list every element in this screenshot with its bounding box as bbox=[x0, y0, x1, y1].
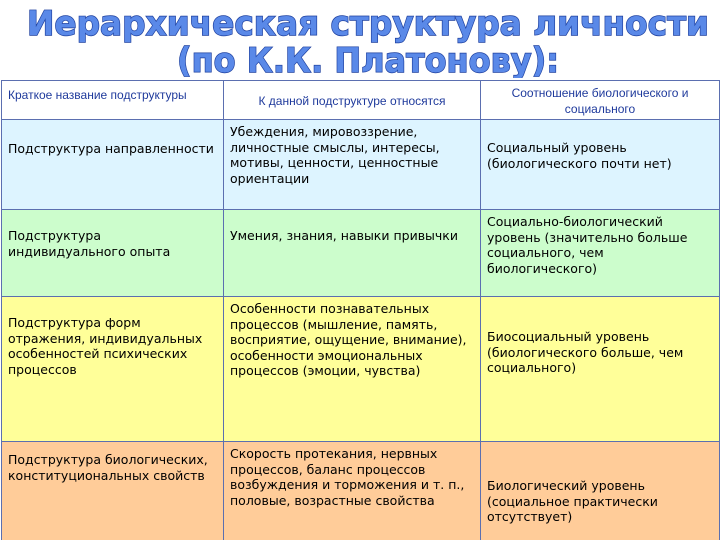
table-row bbox=[2, 210, 720, 297]
table-cell: Подструктура форм отражения, индивидуальных особенностей психических процессов bbox=[2, 297, 224, 442]
personality-structure-table bbox=[1, 80, 720, 540]
header-short-name: Краткое название подструктуры bbox=[2, 81, 224, 120]
table-cell: Подструктура индивидуального опыта bbox=[2, 210, 224, 297]
slide-title bbox=[0, 2, 720, 78]
table-cell: Подструктура направленности bbox=[2, 120, 224, 210]
table-cell: Биосоциальный уровень (биологического больше, чем социального) bbox=[481, 297, 720, 442]
table-row bbox=[2, 120, 720, 210]
table-cell: Убеждения, мировоззрение, личностные смыслы, интересы, мотивы, ценности, ценностные ориентации bbox=[224, 120, 481, 210]
table-cell: Особенности познавательных процессов (мышление, память, восприятие, ощущение, внимание), особенности эмоциональных процессов (эмоции, чувства) bbox=[224, 297, 481, 442]
title-line-2: (по К.К. Платонову): bbox=[177, 41, 559, 78]
table-cell: Подструктура биологических, конституциональных свойств bbox=[2, 442, 224, 540]
table-cell: Умения, знания, навыки привычки bbox=[224, 210, 481, 297]
table-row bbox=[2, 297, 720, 442]
table-header-row bbox=[2, 81, 720, 120]
table-row bbox=[2, 442, 720, 540]
table-cell: Биологический уровень (социальное практически отсутствует) bbox=[481, 442, 720, 540]
table-cell: Скорость протекания, нервных процессов, баланс процессов возбуждения и торможения и т. п., половые, возрастные свойства bbox=[224, 442, 481, 540]
header-bio-social-ratio: Соотношение биологического и социального bbox=[481, 81, 720, 120]
header-components: К данной подструктуре относятся bbox=[224, 81, 481, 120]
table-cell: Социально-биологический уровень (значительно больше социального, чем биологического) bbox=[481, 210, 720, 297]
title-line-1: Иерархическая структура личности bbox=[27, 4, 709, 44]
table-cell: Социальный уровень (биологического почти нет) bbox=[481, 120, 720, 210]
